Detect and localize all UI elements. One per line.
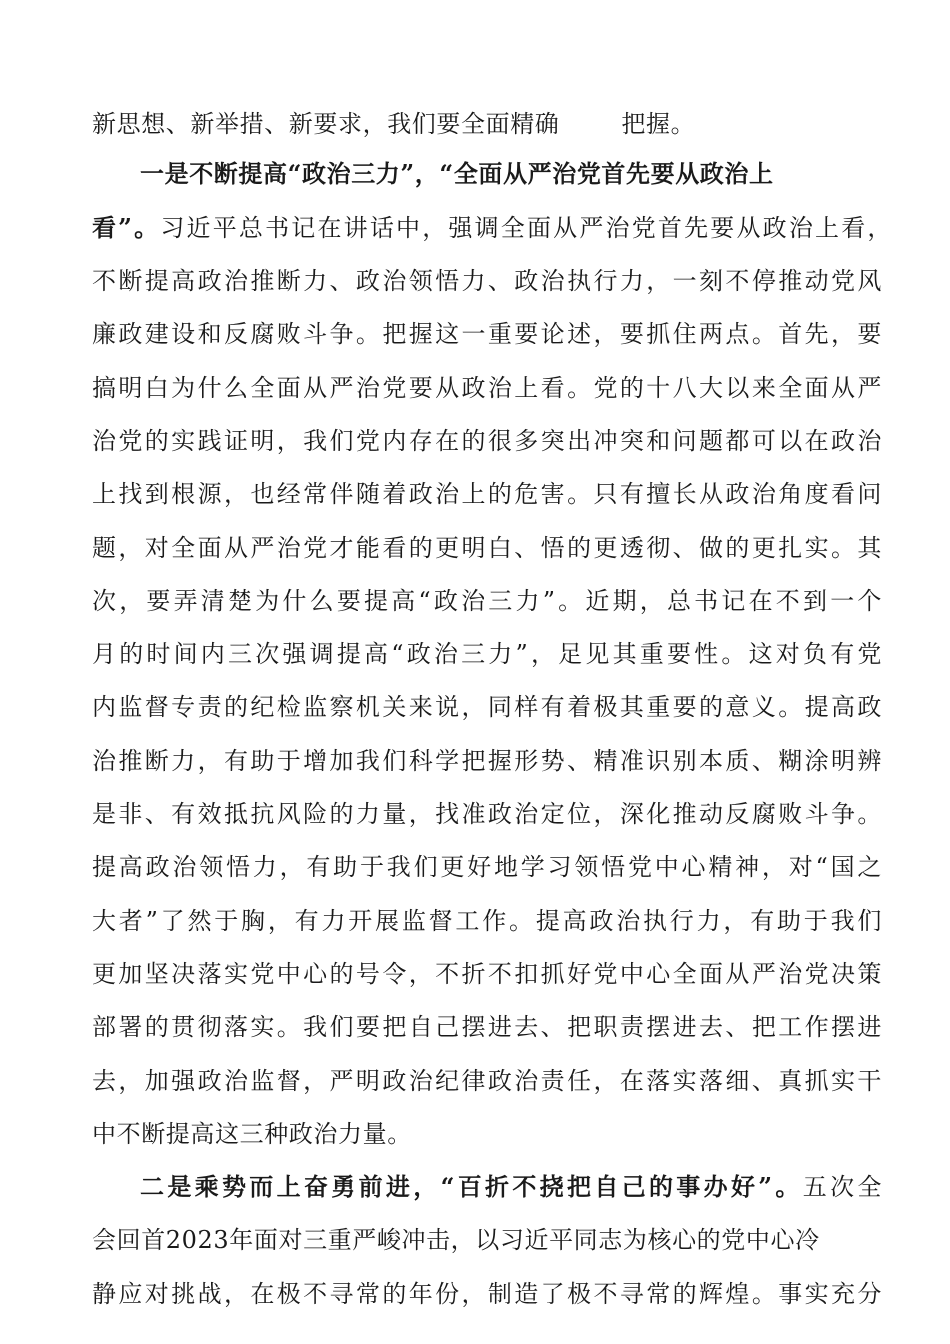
heading-point-one-end: 看”。 [92, 213, 161, 242]
line-11-text: 月的时间内三次强调提高“政治三力”，足见其重要性。这对负有党 [92, 640, 882, 668]
line-22-text: 会回首2023年面对三重严峻冲击，以习近平同志为核心的党中心冷 [92, 1226, 820, 1254]
line-7-text: 治党的实践证明，我们党内存在的很多突出冲突和问题都可以在政治 [92, 427, 882, 455]
text-line-7 [92, 425, 882, 457]
text-line-12 [92, 691, 882, 723]
line-18-text: 部署的贯彻落实。我们要把自己摆进去、把职责摆进去、把工作摆进 [92, 1013, 882, 1041]
text-line-8 [92, 478, 882, 510]
text-line-19 [92, 1065, 882, 1097]
heading-point-one-text: 一是不断提高“政治三力”，“全面从严治党首先要从政治上 [140, 159, 774, 188]
line-5-text: 廉政建设和反腐败斗争。把握这一重要论述，要抓住两点。首先，要 [92, 320, 882, 348]
line-1-part-b: 把握。 [621, 110, 696, 138]
text-line-16 [92, 905, 882, 937]
line-15-text: 提高政治领悟力，有助于我们更好地学习领悟党中心精神，对“国之 [92, 853, 882, 881]
text-line-17 [92, 958, 882, 990]
text-line-3 [92, 212, 892, 244]
line-14-text: 是非、有效抵抗风险的力量，找准政治定位，深化推动反腐败斗争。 [92, 800, 882, 828]
line-4-text: 不断提高政治推断力、政治领悟力、政治执行力，一刻不停推动党风 [92, 267, 882, 295]
heading-point-two [140, 1171, 882, 1203]
text-line-15 [92, 851, 882, 883]
line-8-text: 上找到根源，也经常伴随着政治上的危害。只有擅长从政治角度看问 [92, 480, 882, 508]
text-line-18 [92, 1011, 882, 1043]
line-23-text: 静应对挑战，在极不寻常的年份，制造了极不寻常的辉煌。事实充分 [92, 1280, 882, 1308]
text-line-4 [92, 265, 882, 297]
line-16-text: 大者”了然于胸，有力开展监督工作。提高政治执行力，有助于我们 [92, 907, 882, 935]
text-line-22 [92, 1224, 882, 1256]
text-line-23 [92, 1278, 882, 1310]
line-17-text: 更加坚决落实党中心的号令，不折不扣抓好党中心全面从严治党决策 [92, 960, 882, 988]
text-line-5 [92, 318, 882, 350]
heading-point-two-text: 二是乘势而上奋勇前进，“百折不挠把自己的事办好”。 [140, 1172, 803, 1201]
line-10-text: 次，要弄清楚为什么要提高“政治三力”。近期，总书记在不到一个 [92, 587, 882, 615]
heading-point-one [140, 158, 882, 190]
line-21-text: 五次全 [802, 1173, 883, 1201]
text-line-14 [92, 798, 882, 830]
text-line-1 [92, 108, 882, 140]
text-line-6 [92, 372, 882, 404]
text-line-10 [92, 585, 882, 617]
line-9-text: 题，对全面从严治党才能看的更明白、悟的更透彻、做的更扎实。其 [92, 534, 882, 562]
text-line-11 [92, 638, 882, 670]
line-1-part-a: 新思想、新举措、新要求，我们要全面精确 [92, 110, 560, 138]
line-3-text: 习近平总书记在讲话中，强调全面从严治党首先要从政治上看， [160, 214, 892, 242]
text-line-13 [92, 745, 882, 777]
line-20-text: 中不断提高这三种政治力量。 [92, 1120, 412, 1148]
line-19-text: 去，加强政治监督，严明政治纪律政治责任，在落实落细、真抓实干 [92, 1067, 882, 1095]
line-13-text: 治推断力，有助于增加我们科学把握形势、精准识别本质、糊涂明辨 [92, 747, 882, 775]
line-12-text: 内监督专责的纪检监察机关来说，同样有着极其重要的意义。提高政 [92, 693, 882, 721]
text-line-20 [92, 1118, 882, 1150]
text-line-9 [92, 532, 882, 564]
line-6-text: 搞明白为什么全面从严治党要从政治上看。党的十八大以来全面从严 [92, 374, 882, 402]
